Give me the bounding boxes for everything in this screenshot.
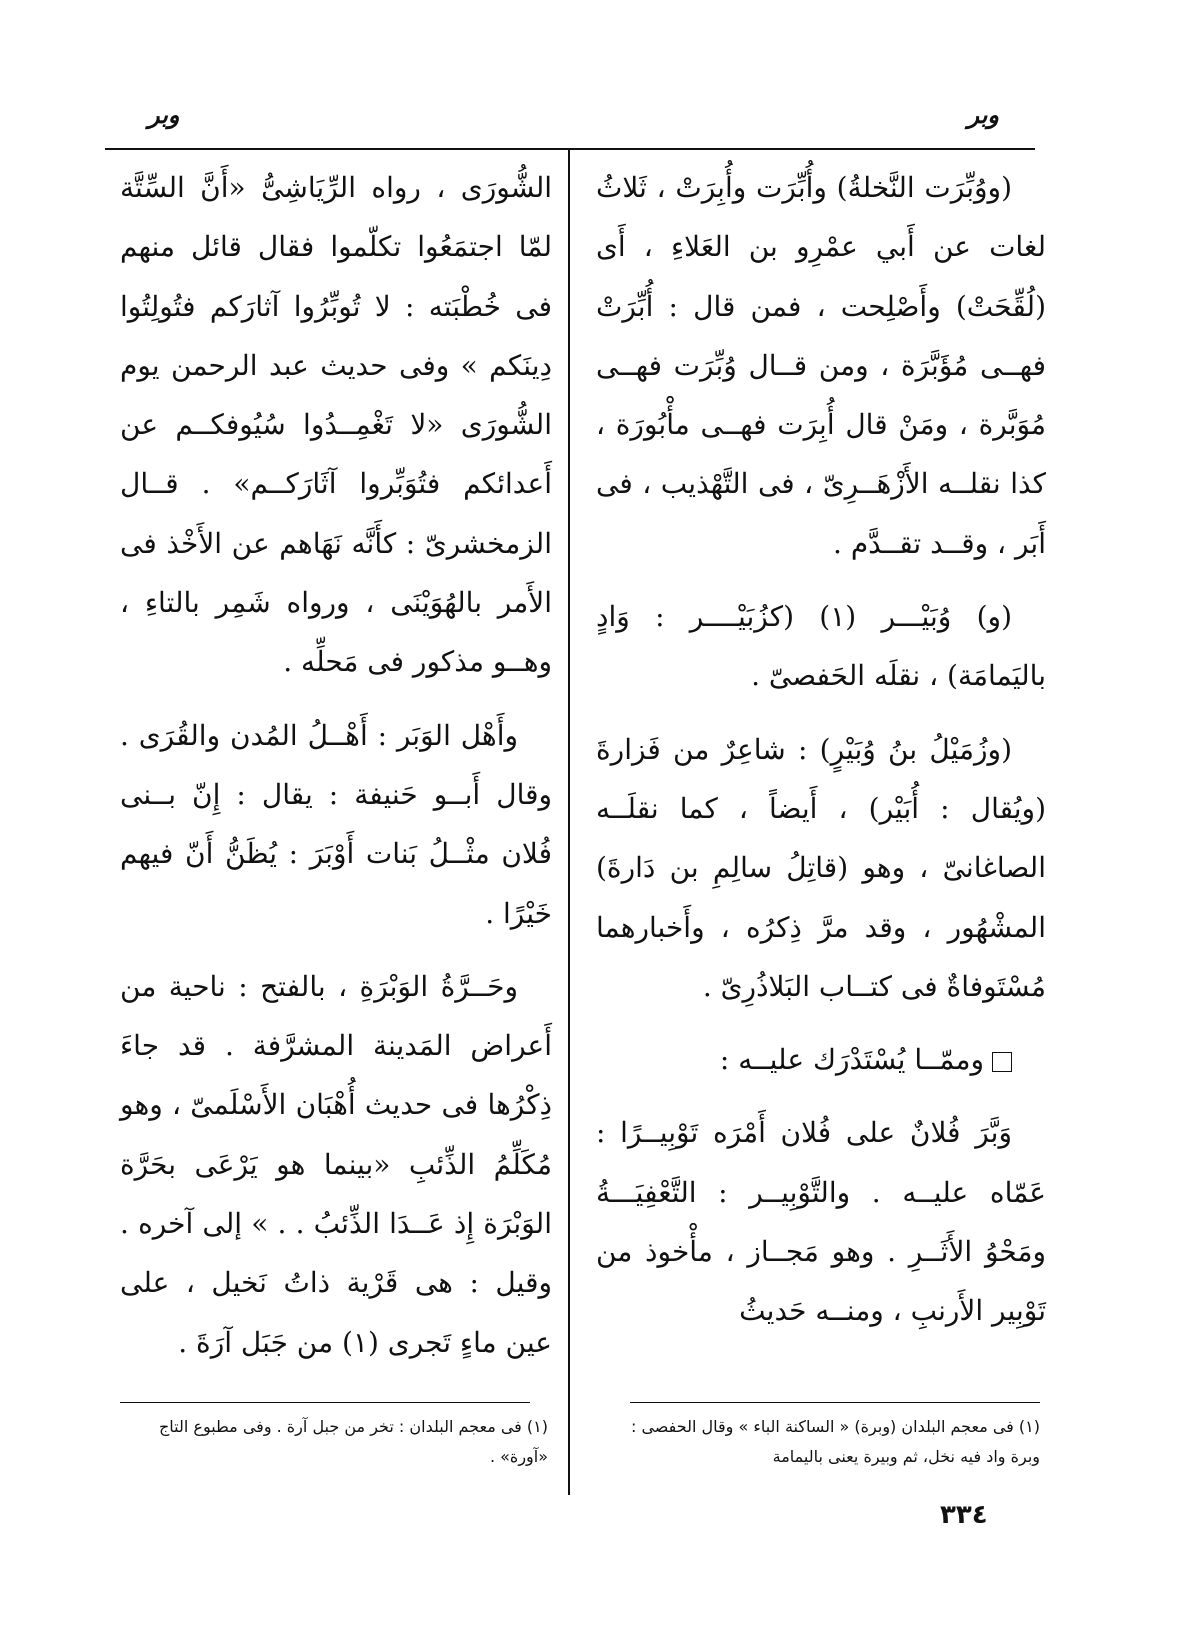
left-column — [120, 158, 552, 1372]
running-header-left: وبر — [148, 100, 180, 129]
column-separator — [568, 150, 570, 1495]
header-rule — [105, 148, 1035, 150]
paragraph-text: وحَــرَّةُ الوَبْرَةِ ، بالفتح : ناحية من أَعراض المَدينة المشرَّفة . قد جاءَ ذِكْرُها فى حديث أُهْبَان الأَسْلَمىّ ، وهو مُكَلِّمُ الذِّئبِ «بينما هو يَرْعَى بحَرَّة الوَبْرَة إِذ عَــدَا الذِّئبُ . . » إلى آخره . وقيل : هى قَرْية ذاتُ نَخيل ، على عين ماءٍ تَجرى (١) من جَبَل آرَةَ . — [120, 969, 552, 1359]
footnote-rule-right — [630, 1402, 1040, 1403]
paragraph-text: وَبَّرَ فُلانٌ على فُلان أَمْرَه تَوْبِيــرًا : عَمّاه عليــه . والتَّوْبِيــر : التَّعْفِيَـــةُ ومَحْوُ الأَثَــرِ . وهو مَجــاز ، مأْخوذ من تَوْبِير الأَرنبِ ، ومنــه حَديثُ — [596, 1116, 1046, 1328]
footnote-rule-left — [120, 1402, 530, 1403]
paragraph-text: الشُّورَى ، رواه الرِّيَاشِىُّ «أَنَّ السِّتَّة لمّا اجتمَعُوا تكلّموا فقال قائل منهم فى خُطْبَته : لا تُوبِّرُوا آثارَكم فتُولِتُوا دِينَكم » وفى حديث عبد الرحمن يوم الشُّورَى «لا تَغْمِــدُوا سُيُوفكــم عن أَعدائكم فتُوَبِّروا آثَارَكــم» . قــال الزمخشرىّ : كأَنَّه نَهَاهم عن الأَخْذ فى الأَمر بالهُوَيْنَى ، ورواه شَمِر بالتاءِ ، وهــو مذكور فى مَحلِّه . — [120, 171, 552, 679]
paragraph-text: (ووُبِّرَت النَّخلةُ) وأُبِّرَت وأُبِرَتْ ، ثَلاثُ لغات عن أَبي عمْرِو بن العَلاءِ ، أَى (لُقِّحَتْ) وأَصْلِحت ، فمن قال : أُبِّرَتْ فهــى مُؤَبَّرَة ، ومن قــال وُبِّرَت فهــى مُوَبَّرة ، ومَنْ قال أُبِرَت فهــى مأْبُورَة ، كذا نقلــه الأَزْهَــرِىّ ، فى التَّهْذيب ، فى أَبَر ، وقــد تقــدَّم . — [596, 171, 1046, 560]
paragraph — [120, 957, 552, 1372]
running-header-right: وبر — [967, 100, 999, 129]
paragraph — [596, 587, 1046, 706]
footnote-left: (١) فى معجم البلدان : تخر من جبل آرة . وفى مطبوع التاج «آورة» . — [158, 1417, 548, 1466]
footnote-right: (١) فى معجم البلدان (وبرة) « الساكنة الباء » وقال الحفصى : وبرة واد فيه نخل، ثم وبيرة يعنى باليمامة — [630, 1417, 1040, 1466]
paragraph — [596, 1103, 1046, 1340]
paragraph-text: (و) وُبَيْـــر (١) (كزُبَيْــــر : وَادٍ باليَمامَة) ، نقلَه الحَفصىّ . — [596, 600, 1046, 693]
paragraph-text: (وزُمَيْلُ بنُ وُبَيْرٍ) : شاعِرٌ من فَزارةَ (ويُقال : أُبَيْر) ، أَيضاً ، كما نقلَــه الصاغانىّ ، وهو (قاتِلُ سالِمِ بن دَارةَ) المشْهُور ، وقد مرَّ ذِكرُه ، وأَخبارهما مُسْتَوفاةٌ فى كتــاب البَلاذُرِىّ . — [596, 732, 1046, 1003]
paragraph-text: وأَهْل الوَبَر : أَهْــلُ المُدن والقُرَى . وقال أَبــو حَنيفة : يقال : إِنّ بــنى فُلان مثْــلُ بَنات أَوْبَرَ : يُظَنُّ أَنّ فيهم خَيْرًا . — [120, 718, 553, 930]
paragraph — [596, 1030, 1046, 1089]
right-column — [596, 158, 1046, 1341]
paragraph — [120, 706, 552, 943]
paragraph — [120, 158, 552, 692]
paragraph — [596, 158, 1046, 573]
page-number: ٣٣٤ — [940, 1500, 988, 1530]
section-marker — [992, 1052, 1012, 1072]
paragraph — [596, 720, 1046, 1016]
paragraph-text: وممّــا يُسْتَدْرَك عليــه : — [719, 1043, 984, 1077]
